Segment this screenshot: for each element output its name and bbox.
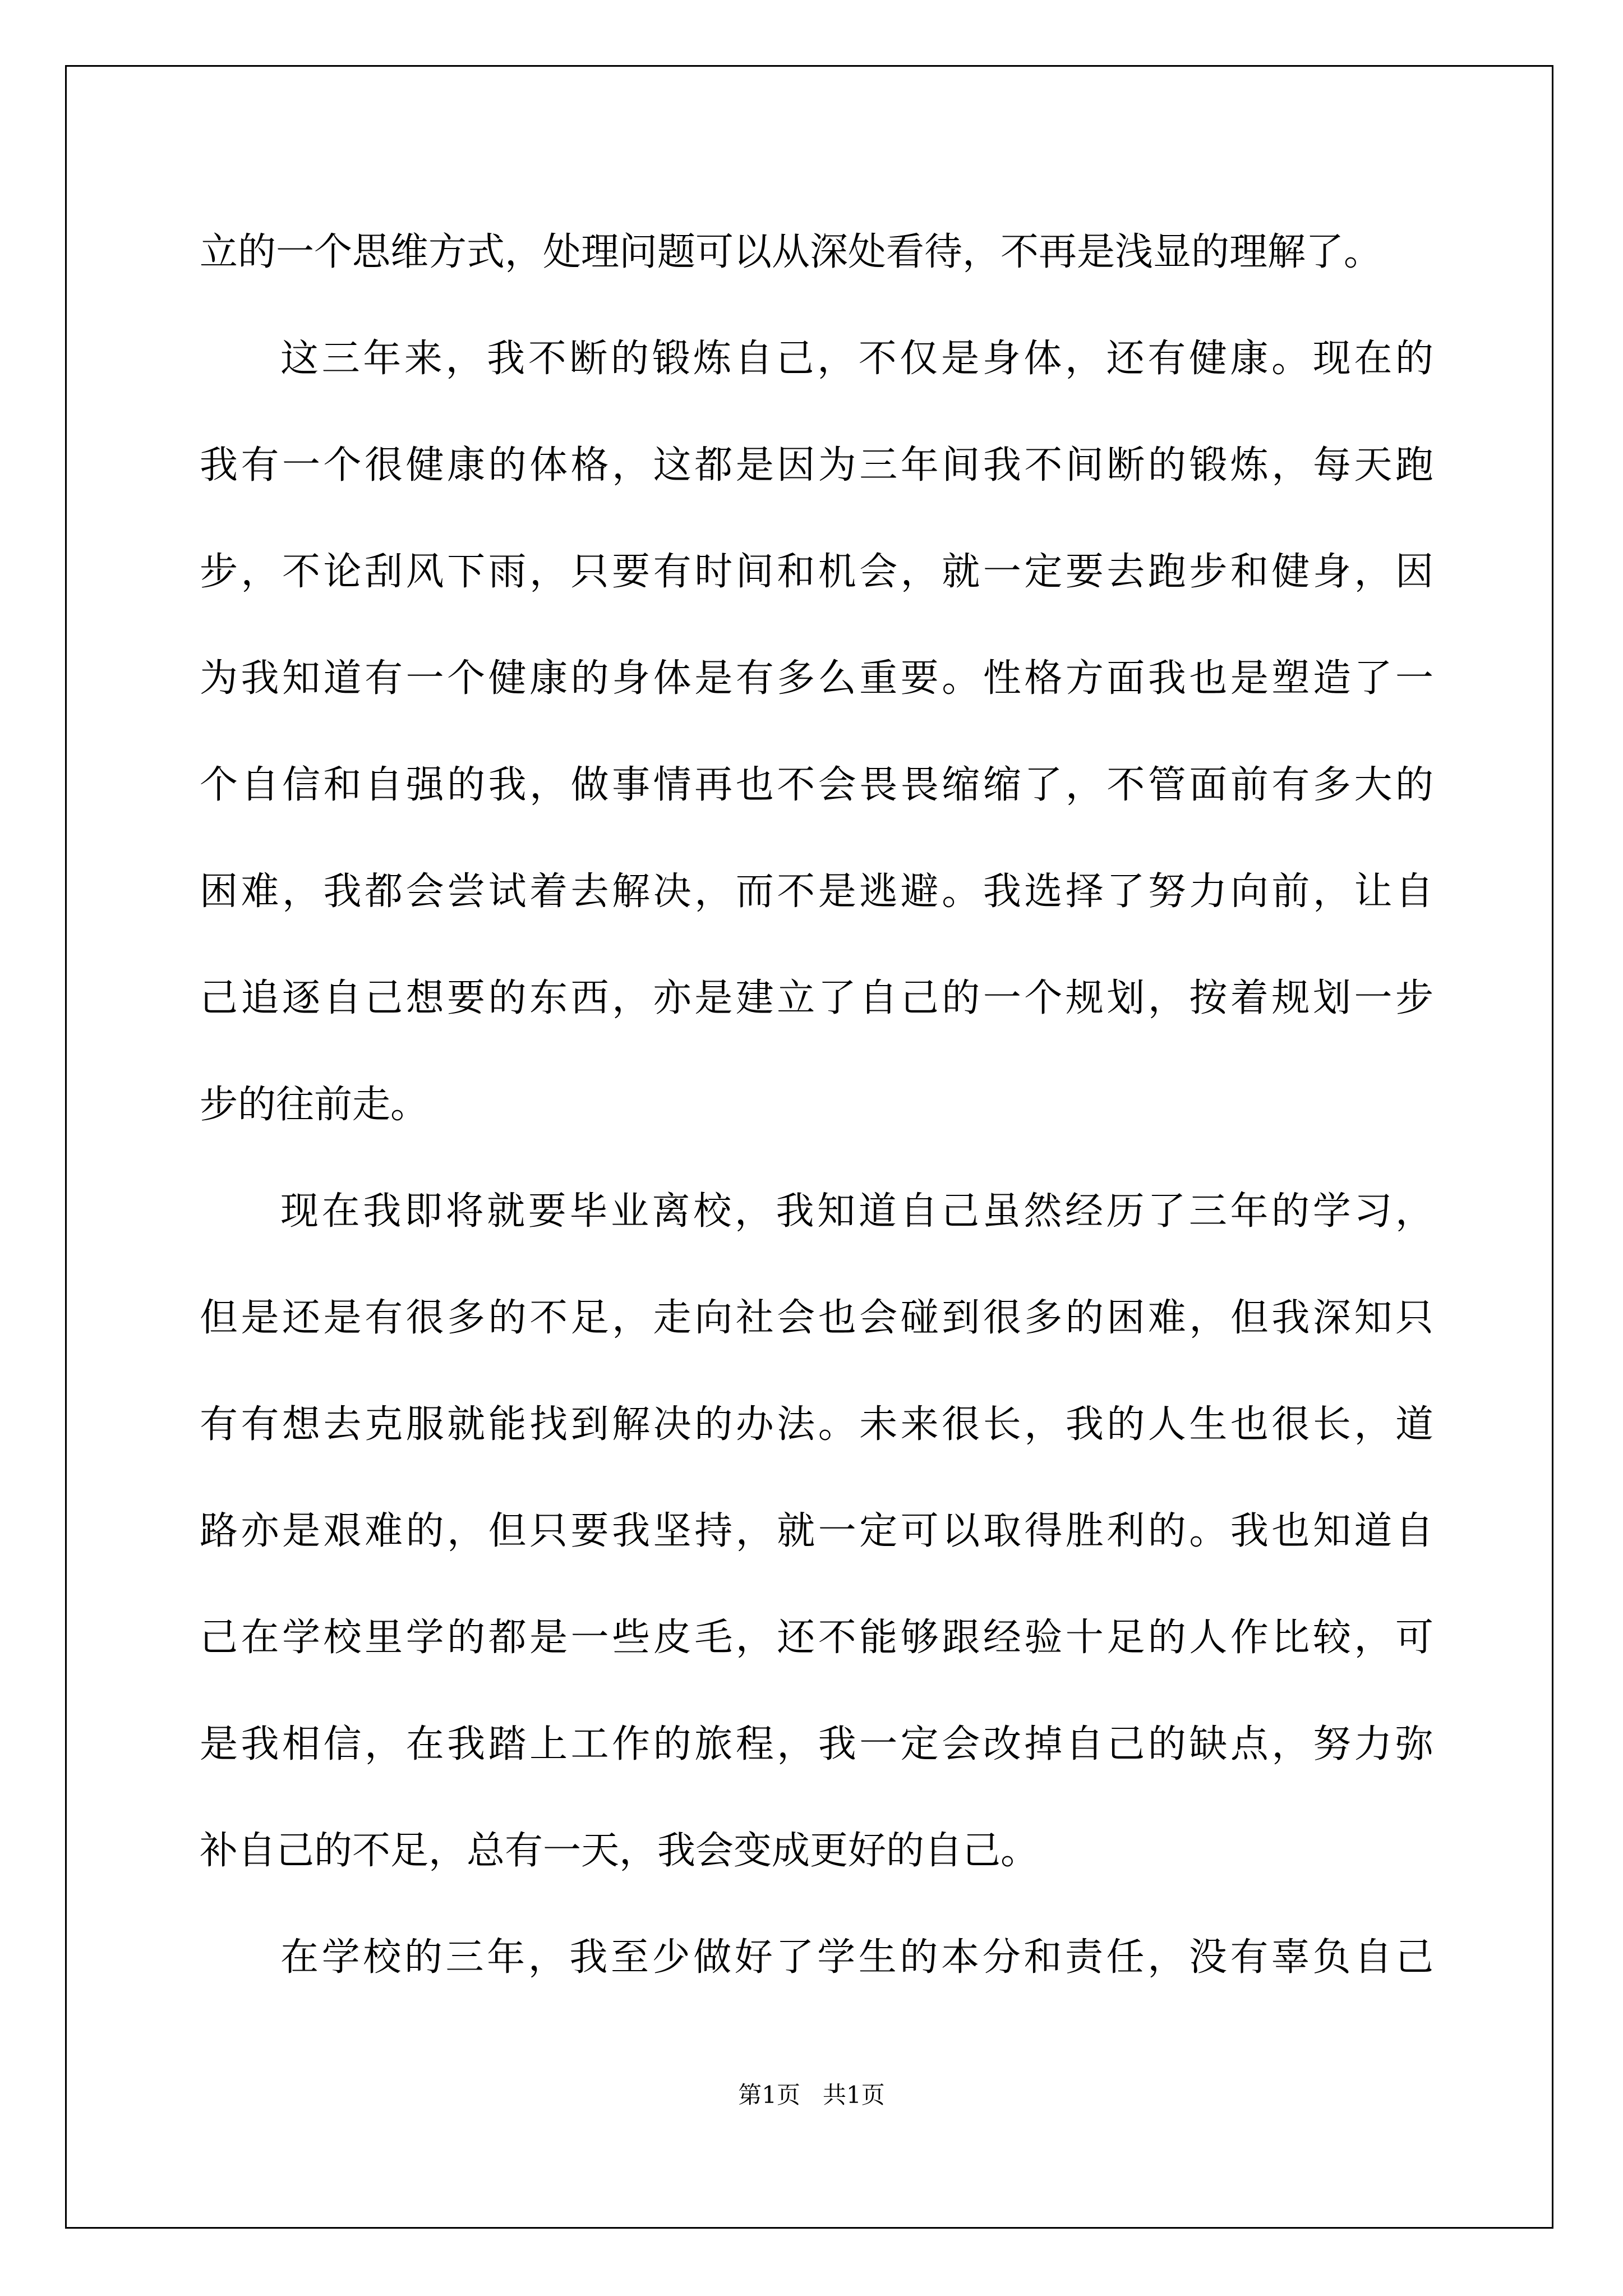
text-line: 补自己的不足，总有一天，我会变成更好的自己。 — [200, 1829, 1039, 1873]
text-line: 在学校的三年，我至少做好了学生的本分和责任，没有辜负自己 — [280, 1935, 1433, 1980]
document-body — [200, 199, 1433, 2011]
text-line: 是我相信，在我踏上工作的旅程，我一定会改掉自己的缺点，努力弥 — [200, 1722, 1433, 1766]
text-line: 为我知道有一个健康的身体是有多么重要。性格方面我也是塑造了一 — [200, 656, 1433, 701]
text-line: 步的往前走。 — [200, 1083, 429, 1127]
text-line: 己在学校里学的都是一些皮毛，还不能够跟经验十足的人作比较，可 — [200, 1616, 1433, 1660]
text-line: 个自信和自强的我，做事情再也不会畏畏缩缩了，不管面前有多大的 — [200, 763, 1433, 807]
text-line: 这三年来，我不断的锻炼自己，不仅是身体，还有健康。现在的 — [280, 337, 1433, 381]
text-line: 有有想去克服就能找到解决的办法。未来很长，我的人生也很长，道 — [200, 1402, 1433, 1447]
page-footer: 第1页 共1页 — [738, 2081, 885, 2109]
text-line: 己追逐自己想要的东西，亦是建立了自己的一个规划，按着规划一步 — [200, 976, 1433, 1020]
text-line: 步，不论刮风下雨，只要有时间和机会，就一定要去跑步和健身，因 — [200, 550, 1433, 594]
text-line: 立的一个思维方式，处理问题可以从深处看待，不再是浅显的理解了。 — [200, 230, 1382, 274]
text-line: 但是还是有很多的不足，走向社会也会碰到很多的困难，但我深知只 — [200, 1296, 1433, 1340]
text-line: 我有一个很健康的体格，这都是因为三年间我不间断的锻炼，每天跑 — [200, 443, 1433, 487]
text-line: 路亦是艰难的，但只要我坚持，就一定可以取得胜利的。我也知道自 — [200, 1509, 1433, 1553]
text-line: 困难，我都会尝试着去解决，而不是逃避。我选择了努力向前，让自 — [200, 869, 1433, 914]
text-line: 现在我即将就要毕业离校，我知道自己虽然经历了三年的学习， — [280, 1189, 1433, 1234]
